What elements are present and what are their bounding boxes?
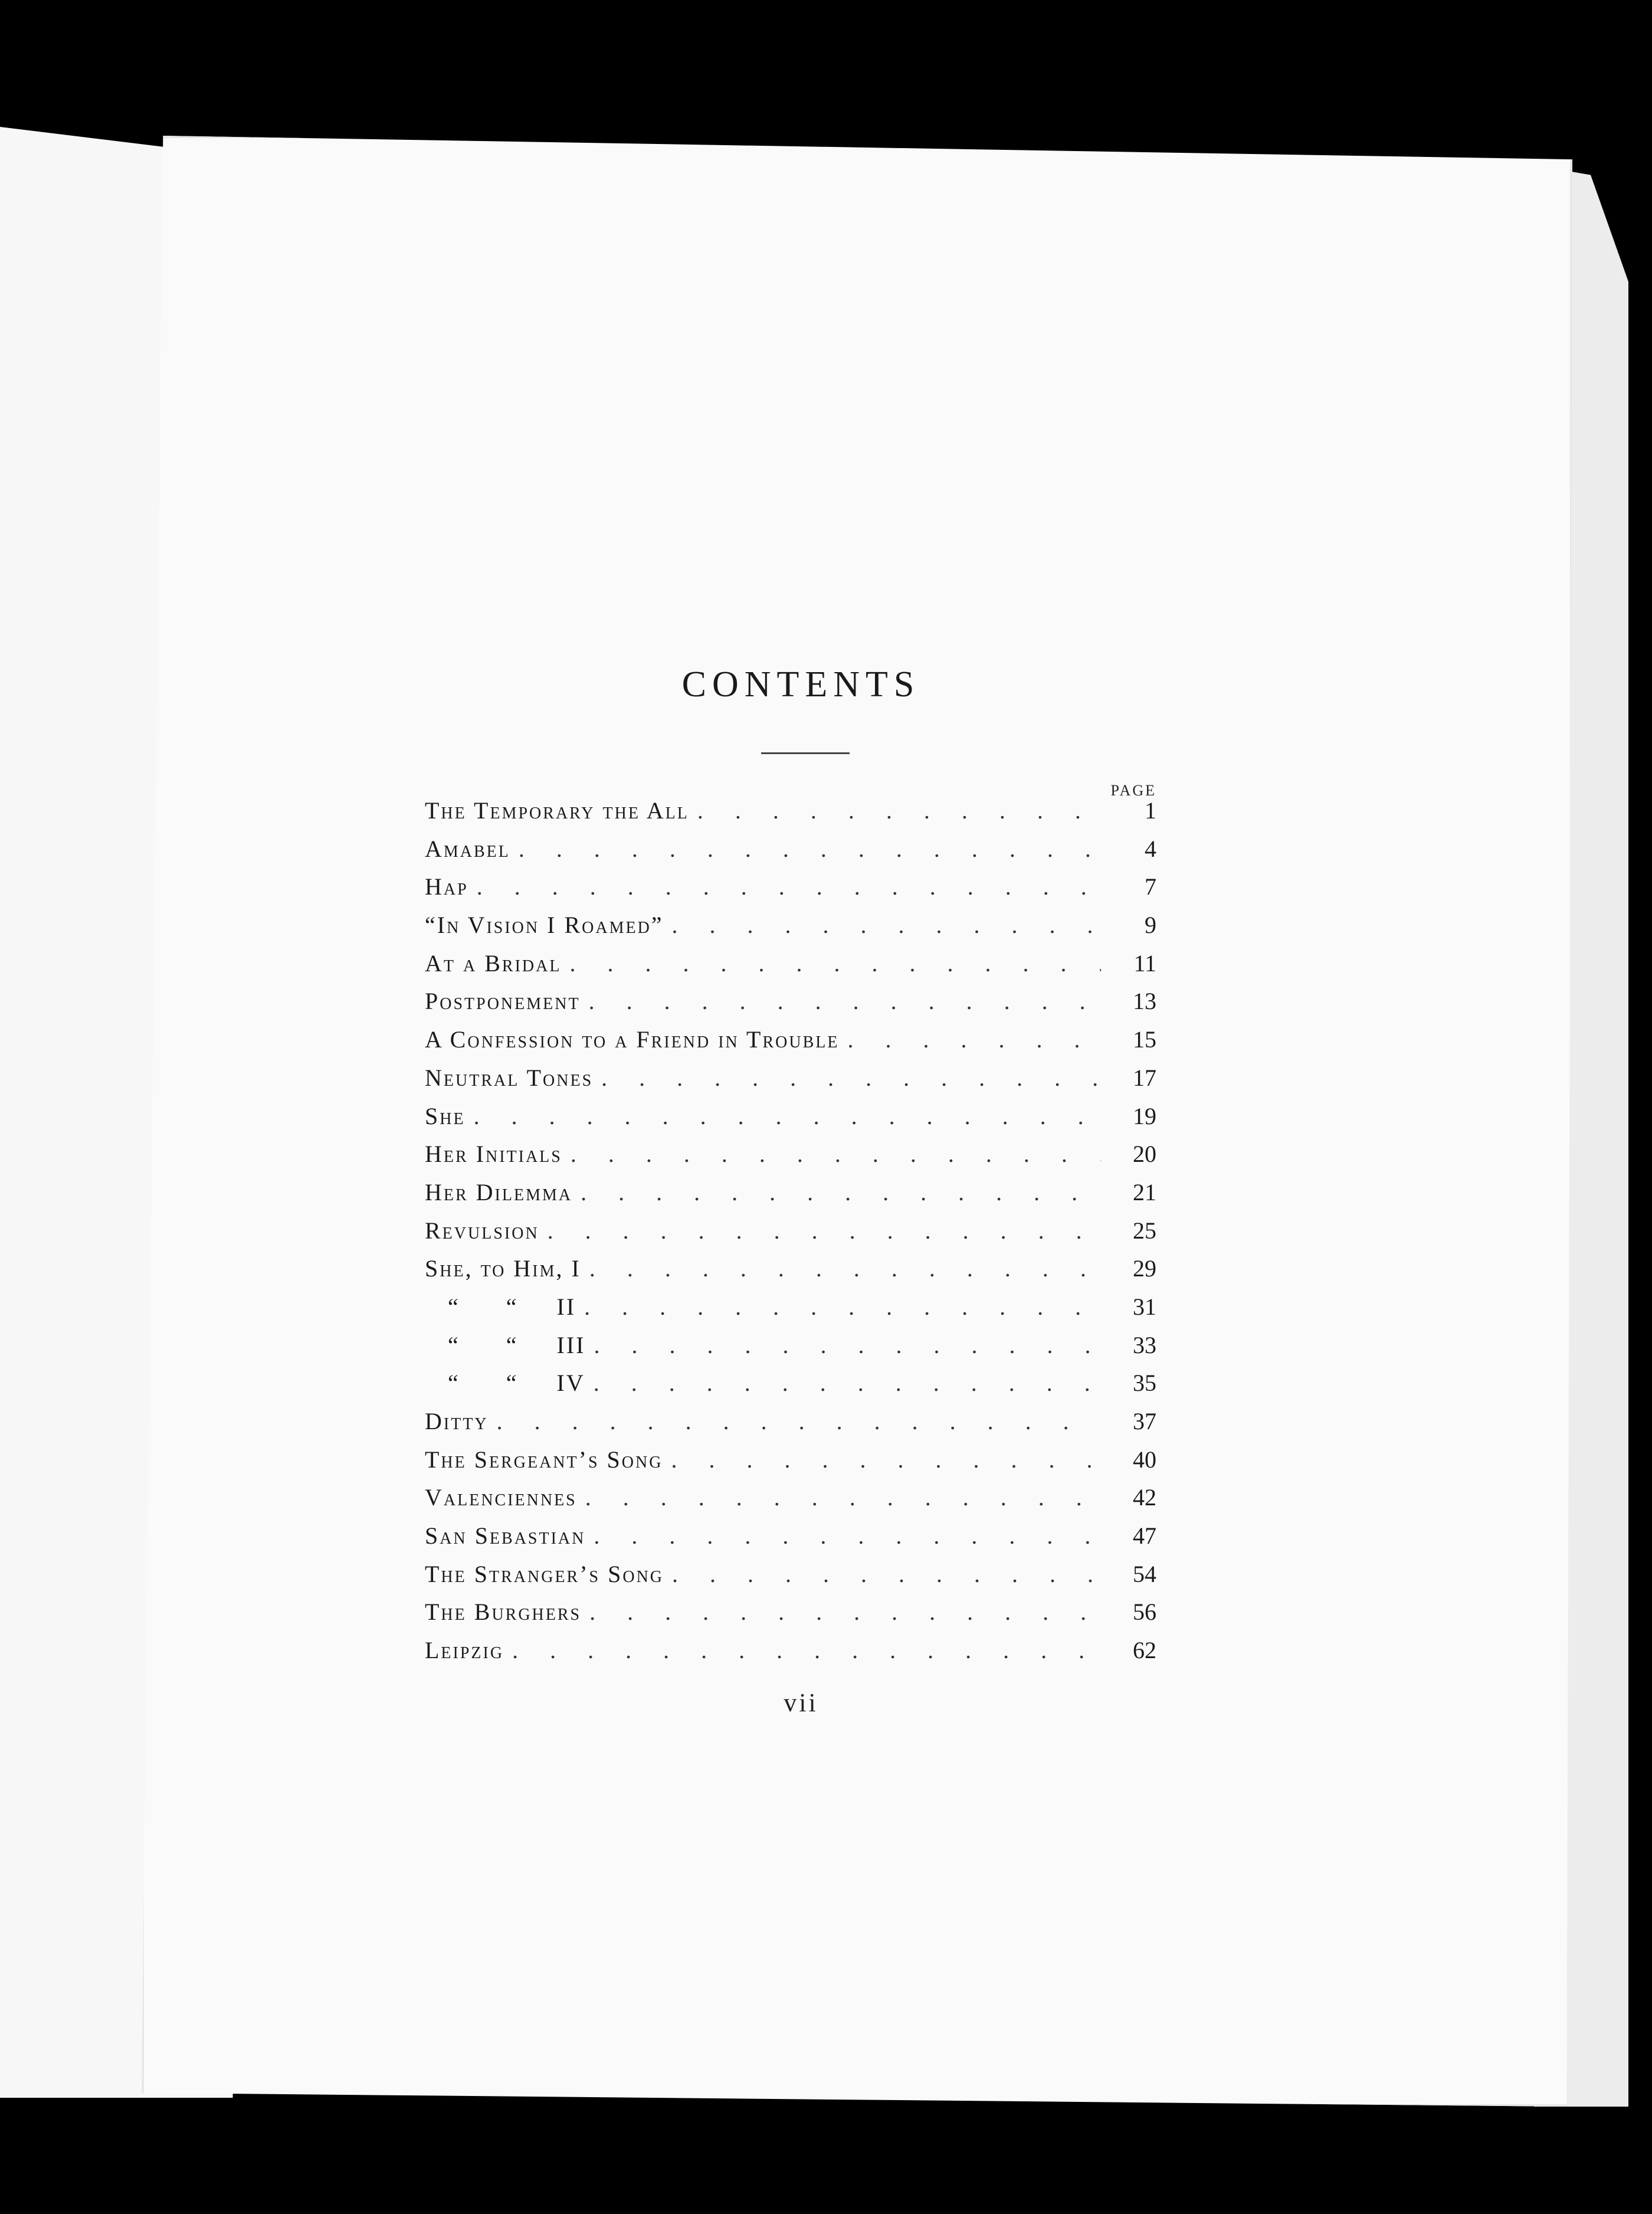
toc-leader-dots <box>519 835 1101 863</box>
toc-entry <box>425 1598 1156 1636</box>
toc-entry-title: “ “ II <box>425 1293 576 1320</box>
toc-entry <box>425 1026 1156 1064</box>
toc-entry <box>425 1369 1156 1407</box>
toc-entry-title: The Burghers <box>425 1599 582 1626</box>
toc-entry-page: 11 <box>1133 949 1156 977</box>
toc-entry-title: Valenciennes <box>425 1484 577 1511</box>
toc-entry-title: “ “ III <box>425 1331 586 1358</box>
toc-entry <box>425 797 1156 835</box>
toc-leader-dots <box>474 1102 1101 1130</box>
contents-heading: CONTENTS <box>681 664 920 705</box>
toc-entry-page: 37 <box>1133 1408 1156 1434</box>
toc-entry-page: 9 <box>1145 912 1156 939</box>
toc-leader-dots <box>601 1064 1101 1092</box>
toc-leader-dots <box>594 1522 1101 1550</box>
toc-entry-page: 35 <box>1133 1370 1156 1397</box>
toc-entry <box>425 1255 1156 1293</box>
toc-entry <box>425 1483 1156 1522</box>
toc-entry-page: 7 <box>1145 873 1156 900</box>
toc-entry-title: San Sebastian <box>425 1522 586 1550</box>
toc-entry-page: 20 <box>1133 1141 1156 1168</box>
toc-entry-title: The Sergeant’s Song <box>425 1446 663 1473</box>
toc-entry <box>425 949 1156 988</box>
toc-leader-dots <box>671 1446 1101 1473</box>
toc-entry <box>425 1140 1156 1178</box>
toc-entry-title: She, to Him, I <box>425 1255 581 1282</box>
toc-entry-page: 25 <box>1133 1217 1156 1244</box>
toc-entry-page: 4 <box>1145 835 1156 862</box>
toc-entry-title: She <box>425 1102 466 1129</box>
toc-entry-page: 56 <box>1133 1599 1156 1626</box>
toc-entry <box>425 1560 1156 1599</box>
toc-entry-page: 33 <box>1133 1331 1156 1358</box>
toc-leader-dots <box>585 1483 1101 1511</box>
toc-entry <box>425 987 1156 1026</box>
toc-leader-dots <box>594 1369 1101 1397</box>
toc-entry-title: Neutral Tones <box>425 1064 594 1091</box>
toc-entry-title: Leipzig <box>425 1637 504 1664</box>
toc-entry <box>425 1178 1156 1217</box>
toc-leader-dots <box>672 911 1101 939</box>
toc-entry <box>425 1636 1156 1675</box>
table-of-contents <box>425 797 1156 1675</box>
toc-entry-title: Her Dilemma <box>425 1178 573 1206</box>
toc-entry-title: Amabel <box>425 835 510 862</box>
toc-entry <box>425 1064 1156 1102</box>
toc-leader-dots <box>672 1560 1101 1588</box>
toc-entry <box>425 873 1156 911</box>
toc-entry-page: 31 <box>1133 1293 1156 1320</box>
toc-leader-dots <box>571 1140 1101 1168</box>
toc-leader-dots <box>477 873 1101 900</box>
toc-leader-dots <box>497 1407 1101 1435</box>
toc-leader-dots <box>847 1026 1101 1053</box>
toc-entry <box>425 1293 1156 1331</box>
toc-entry-page: 54 <box>1133 1560 1156 1587</box>
toc-entry-page: 13 <box>1133 988 1156 1015</box>
toc-entry <box>425 835 1156 873</box>
toc-entry-page: 15 <box>1133 1026 1156 1053</box>
toc-leader-dots <box>697 797 1101 824</box>
toc-entry <box>425 1522 1156 1560</box>
toc-entry-title: A Confession to a Friend in Trouble <box>425 1026 840 1053</box>
toc-entry <box>425 1407 1156 1446</box>
toc-leader-dots <box>594 1331 1101 1359</box>
toc-entry <box>425 1446 1156 1484</box>
toc-entry-title: The Temporary the All <box>425 797 689 824</box>
toc-entry-page: 1 <box>1145 797 1156 824</box>
toc-leader-dots <box>584 1293 1101 1321</box>
toc-entry <box>425 1102 1156 1141</box>
toc-entry <box>425 911 1156 949</box>
toc-leader-dots <box>512 1636 1101 1664</box>
toc-entry-title: At a Bridal <box>425 949 562 977</box>
toc-entry-page: 42 <box>1133 1484 1156 1511</box>
toc-entry-page: 19 <box>1133 1102 1156 1129</box>
toc-entry <box>425 1331 1156 1370</box>
toc-entry-title: “In Vision I Roamed” <box>425 912 664 939</box>
heading-rule <box>761 752 850 754</box>
toc-entry-title: Revulsion <box>425 1217 539 1244</box>
toc-leader-dots <box>589 1598 1101 1626</box>
page-column-label: PAGE <box>1110 782 1156 799</box>
page-number: vii <box>784 1688 818 1717</box>
toc-entry-title: Ditty <box>425 1408 489 1434</box>
toc-leader-dots <box>589 1255 1101 1282</box>
toc-entry-page: 17 <box>1133 1064 1156 1091</box>
toc-entry-title: “ “ IV <box>425 1370 585 1397</box>
toc-entry <box>425 1217 1156 1255</box>
toc-entry-page: 21 <box>1133 1178 1156 1206</box>
toc-leader-dots <box>548 1217 1101 1244</box>
toc-leader-dots <box>569 949 1101 977</box>
toc-leader-dots <box>581 1178 1101 1206</box>
toc-entry-title: Her Initials <box>425 1141 562 1168</box>
toc-entry-page: 62 <box>1133 1637 1156 1664</box>
toc-leader-dots <box>589 987 1101 1015</box>
toc-entry-page: 47 <box>1133 1522 1156 1550</box>
toc-entry-title: The Stranger’s Song <box>425 1560 664 1587</box>
toc-entry-page: 40 <box>1133 1446 1156 1473</box>
toc-entry-page: 29 <box>1133 1255 1156 1282</box>
toc-entry-title: Postponement <box>425 988 581 1015</box>
toc-entry-title: Hap <box>425 873 468 900</box>
